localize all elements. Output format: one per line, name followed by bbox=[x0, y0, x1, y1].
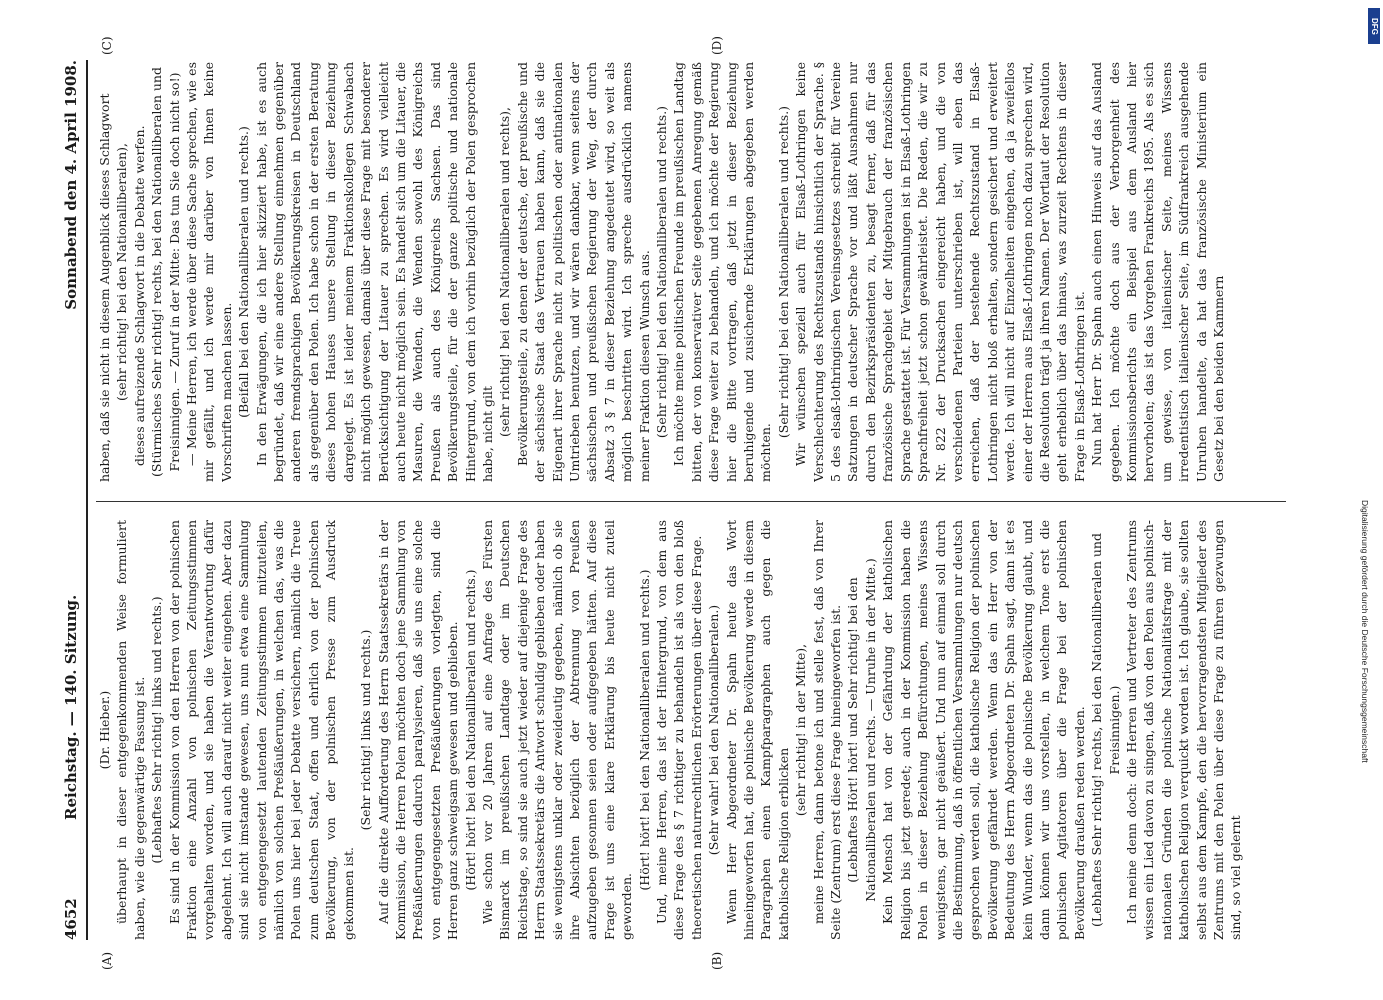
paragraph: Kein Mensch hat von der Gefährdung der katholischen Religion bis jetzt geredet; auch in der Kommission haben die Polen in dieser Beziehung Befürchtungen, meines Wissens wenigstens, gar nicht geäußert. Und nun auf einmal soll durch die Bestimmung, daß in öffentlichen Versammlungen nur deutsch gesprochen werden soll, die katholische Religion der polnischen Bevölkerung gefährdet werden. Wenn das ein Herr von der Bedeutung des Herrn Abgeordneten Dr. Spahn sagt, dann ist es kein Wunder, wenn das die polnische Bevölkerung glaubt, und dann können wir uns vorstellen, in welchem Tone erst die polnischen Agitatoren über die Frage bei der polnischen Bevölkerung draußen reden werden. bbox=[880, 520, 1087, 940]
page-body bbox=[60, 36, 1300, 970]
paragraph: Ich meine denn doch: die Herren und Vertreter des Zentrums wissen ein Lied davon zu singen, daß von den Polen aus polnisch-nationalen Gründen die polnische Nationalitätsfrage mit der katholischen Religion verquickt worden ist. Ich glaube, sie sollten selbst aus dem Kampfe, den die hervorragendsten Mitglieder des Zentrums mit den Polen über diese Frage zu führen gezwungen sind, so viel gelernt bbox=[1123, 520, 1244, 940]
paragraph: — Meine Herren, ich werde über diese Sache sprechen, wie es mir gefällt, und ich werde mir darüber von Ihnen keine Vorschriften machen lassen. bbox=[184, 62, 234, 482]
interjection: (Lebhaftes Sehr richtig! links und rechts.) bbox=[149, 596, 165, 864]
interjection: (Sehr richtig! bei den Nationalliberalen und rechts.) bbox=[775, 105, 791, 439]
dfg-logo: DFG bbox=[1368, 8, 1380, 44]
paragraph: Es sind in der Kommission von den Herren von der polnischen Fraktion eine Anzahl von polnischen Zeitungsstimmen vorgehalten worden, und sie haben die Verantwortung dafür abgelehnt. Ich will auch darauf nicht weiter eingehen. Aber dazu sind sie nicht imstande gewesen, uns nun etwa eine Sammlung von entgegengesetzt lautenden Zeitungsstimmen mitzuteilen, nämlich von solchen Preßäußerungen, in welchen das, was die Polen uns hier bei jeder Debatte versichern, nämlich die Treue zum deutschen Staat, offen und ehrlich von der polnischen Bevölkerung, von der polnischen Presse zum Ausdruck gekommen ist. bbox=[166, 520, 356, 940]
paragraph: Wir wünschen speziell auch für Elsaß-Lothringen keine Verschlechterung des Rechtszustands hinsichtlich der Sprache. § 5 des elsaß-lothringischen Vereinsgesetzes schreibt für Vereine Satzungen in deutscher Sprache vor und läßt Ausnahmen nur durch den Bezirkspräsidenten zu, besagt ferner, daß für das französische Sprachgebiet der Mitgebrauch der französischen Sprache gestattet ist. Für Versammlungen ist in Elsaß-Lothringen Sprachfreiheit jetzt schon gewährleistet. Die Reden, die wir zu Nr. 822 der Drucksachen eingereicht haben, und die von verschiedenen Parteien unterschrieben ist, will eben das erreichen, daß der bestehende Rechtszustand in Elsaß-Lothringen nicht bloß erhalten, sondern gesichert und erweitert werde. Ich will nicht auf Einzelheiten eingehen, da ja zweifellos einer der Herren aus Elsaß-Lothringen noch dazu sprechen wird, die Resolution trägt ja ihren Namen. Der Wortlaut der Resolution geht erheblich über das hinaus, was zurzeit Rechtens in dieser Frage in Elsaß-Lothringen ist. bbox=[793, 62, 1087, 482]
interjection: (Hört! hört! bei den Nationalliberalen und rechts.) bbox=[462, 569, 478, 891]
digitization-notice: Digitalisierung gefördert durch die Deutsche Forschungsgemeinschaft bbox=[1360, 500, 1370, 763]
session-date: Sonnabend den 4. April 1908. bbox=[62, 60, 80, 310]
paragraph: Ich möchte meine politischen Freunde im preußischen Landtag bitten, der von konservativer Seite gegebenen Anregung gemäß diese Frage weiter zu behandeln, und ich möchte der Regierung hier die Bitte vortragen, daß jetzt in dieser Beziehung beruhigende und zusichernde Erklärungen abgegeben werden möchten. bbox=[671, 62, 774, 482]
paragraph: Bevölkerungsteile, zu denen der deutsche, der preußische und der sächsische Staat das Vertrauen haben kann, daß sie die Eigenart ihrer Sprache nicht zu politischen oder antinationalen Umtrieben benutzen, und wir wären dankbar, wenn seitens der sächsischen und preußischen Regierung der Weg, der durch Absatz 3 § 7 in dieser Beziehung angedeutet wird, so weit als möglich beschritten wird. Ich spreche ausdrücklich namens meiner Fraktion diesen Wunsch aus. bbox=[514, 62, 652, 482]
paragraph: Auf die direkte Aufforderung des Herrn Staatssekretärs in der Kommission, die Herren Polen möchten doch jene Sammlung von Preßäußerungen dadurch paralysieren, daß sie uns eine solche von entgegengesetzten Preßäußerungen vorlegten, sind die Herren ganz schweigsam gewesen und geblieben. bbox=[375, 520, 461, 940]
interjection: (sehr richtig! bei den Nationalliberalen und rechts), bbox=[497, 107, 513, 437]
interjection: (Lebhaftes Hört! hört! und Sehr richtig! bei den Nationalliberalen und rechts. — Unruhe in der Mitte.) bbox=[845, 558, 878, 902]
right-column bbox=[96, 62, 1286, 482]
paragraph: Wie schon vor 20 Jahren auf eine Anfrage des Fürsten Bismarck im preußischen Landtage oder im Deutschen Reichstage, so sind sie auch jetzt wieder auf diejenige Frage des Herrn Staatssekretärs die Antwort schuldig geblieben oder haben sie wenigstens unklar oder zweideutig gegeben, nämlich ob sie ihre Absichten bezüglich der Abtrennung von Preußen aufzugeben gesonnen seien oder aufgegeben hätten. Auf diese Frage ist uns eine klare Erklärung bis heute nicht zuteil geworden. bbox=[479, 520, 635, 940]
interjection: (Lebhaftes Sehr richtig! rechts, bei den Nationalliberalen und Freisinnigen.) bbox=[1089, 533, 1122, 927]
paragraph: Und, meine Herren, das ist der Hintergrund, von dem aus diese Frage des § 7 richtiger zu behandeln ist als von den bloß theoretischen naturrechtlichen Erörterungen über diese Frage. bbox=[654, 520, 704, 940]
column-divider bbox=[96, 501, 1286, 502]
margin-mark-c: (C) bbox=[100, 36, 114, 55]
margin-mark-d: (D) bbox=[710, 36, 724, 55]
paragraph: überhaupt in dieser entgegenkommenden Weise formuliert haben, wie die gegenwärtige Fassung ist. bbox=[114, 520, 147, 940]
interjection: (Hört! hört! bei den Nationalliberalen und rechts.) bbox=[636, 569, 652, 891]
paragraph: In den Erwägungen, die ich hier skizziert habe, ist es auch begründet, daß wir eine andere Stellung einnehmen gegenüber anderen fremdsprachigen Bevölkerungskreisen in Deutschland als gegenüber den Polen. Ich habe schon in der ersten Beratung dieses hohen Hauses unsere Stellung in dieser Beziehung dargelegt. Es ist leider meinem Fraktionskollegen Schwabach nicht möglich gewesen, damals über diese Frage mit besonderer Berücksichtigung der Litauer zu sprechen. Es wird vielleicht auch heute nicht möglich sein. Es handelt sich um die Litauer, die Masuren, die Wenden, die Wenden sowohl des Königreichs Preußen als auch des Königreichs Sachsen. Das sind Bevölkerungsteile, für die der ganze politische und nationale Hintergrund, von dem ich vorhin bezüglich der Polen gesprochen habe, nicht gilt bbox=[253, 62, 495, 482]
session-title: Reichstag. — 140. Sitzung. bbox=[62, 594, 80, 820]
interjection: (Stürmisches Sehr richtig! rechts, bei den Nationalliberalen und Freisinnigen. — Zuruf in der Mitte: Das tun Sie doch nicht so!) bbox=[149, 67, 182, 477]
margin-mark-a: (A) bbox=[100, 951, 114, 970]
interjection: (Sehr richtig! links und rechts.) bbox=[358, 629, 374, 831]
paragraph: Nun hat Herr Dr. Spahn auch einen Hinweis auf das Ausland gegeben. Ich möchte doch aus der Verborgenheit des Kommissionsberichts ein Beispiel aus dem Ausland hier hervorholen; das ist das Vorgehen Frankreichs 1895. Als es sich um gewisse, von italienischer Seite, meines Wissens irredentistisch italienischer Seite, im Südfrankreich ausgehende Unruhen handelte, da hat das französische Ministerium ein Gesetz bei den beiden Kammern bbox=[1089, 62, 1226, 482]
interjection: (Beifall bei den Nationalliberalen und rechts.) bbox=[236, 126, 252, 418]
paragraph: meine Herren, dann betone ich und stelle fest, daß von Ihrer Seite (Zentrum) erst diese Frage hineingeworfen ist. bbox=[810, 520, 844, 940]
margin-mark-b: (B) bbox=[710, 951, 724, 970]
page-number: 4652 bbox=[62, 898, 80, 940]
interjection: (sehr richtig! bei den Nationalliberalen), bbox=[114, 142, 130, 402]
left-column bbox=[96, 520, 1286, 940]
interjection: (Sehr wahr! bei den Nationalliberalen.) bbox=[706, 604, 722, 856]
paragraph: Wenn Herr Abgeordneter Dr. Spahn heute das Wort hineingeworfen hat, die polnische Bevölkerung werde in diesem Paragraphen einen Kampfparagraphen auch gegen die katholische Religion erblicken bbox=[723, 520, 791, 940]
interjection: (Dr. Hieber.) bbox=[97, 690, 112, 770]
page-header bbox=[60, 60, 88, 940]
interjection: (Sehr richtig! bei den Nationalliberalen und rechts.) bbox=[654, 105, 669, 439]
interjection: (sehr richtig! in der Mitte), bbox=[793, 643, 809, 817]
paragraph: haben, daß sie nicht in diesem Augenblick dieses Schlagwort bbox=[97, 93, 112, 482]
paragraph: dieses aufreizende Schlagwort in die Debatte werfen. bbox=[131, 125, 147, 466]
